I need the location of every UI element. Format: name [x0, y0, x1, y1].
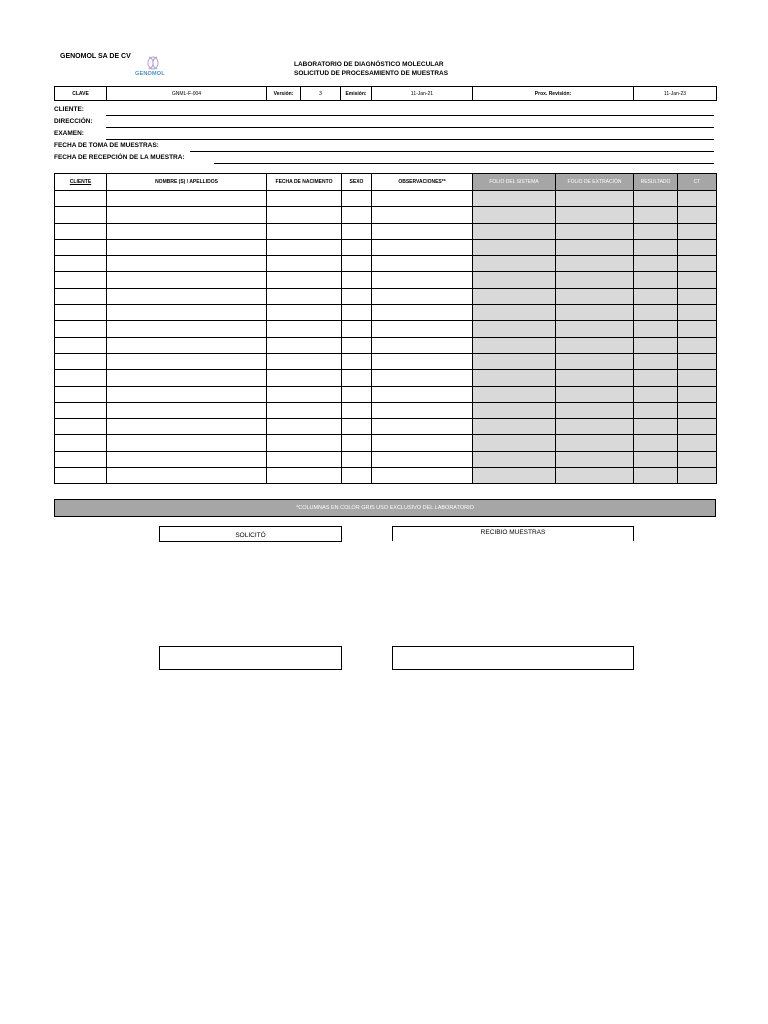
table-row: [55, 370, 717, 386]
table-cell[interactable]: [342, 321, 372, 337]
table-cell[interactable]: [55, 353, 107, 369]
cliente-line[interactable]: [106, 115, 714, 116]
table-cell[interactable]: [372, 402, 473, 418]
table-cell[interactable]: [55, 321, 107, 337]
solicito-label: SOLICITÓ: [235, 532, 266, 539]
company-name: GENOMOL SA DE CV: [60, 53, 131, 60]
table-cell[interactable]: [473, 370, 556, 386]
table-cell[interactable]: [473, 239, 556, 255]
table-cell[interactable]: [678, 288, 717, 304]
table-cell[interactable]: [267, 402, 342, 418]
table-cell[interactable]: [678, 223, 717, 239]
table-cell[interactable]: [678, 402, 717, 418]
document-info-table: [54, 86, 717, 101]
table-cell[interactable]: [107, 419, 267, 435]
table-cell[interactable]: [107, 272, 267, 288]
table-cell[interactable]: [634, 386, 678, 402]
samples-table: [54, 173, 717, 484]
table-cell[interactable]: [634, 419, 678, 435]
table-cell[interactable]: [372, 272, 473, 288]
col-header: RESULTADO: [634, 174, 678, 191]
table-cell[interactable]: [267, 256, 342, 272]
table-cell[interactable]: [107, 288, 267, 304]
table-cell[interactable]: [342, 402, 372, 418]
table-cell[interactable]: [107, 353, 267, 369]
table-cell[interactable]: [473, 191, 556, 207]
table-cell[interactable]: [372, 207, 473, 223]
table-cell[interactable]: [55, 468, 107, 484]
table-cell[interactable]: [55, 402, 107, 418]
table-row: [55, 223, 717, 239]
table-cell[interactable]: [634, 353, 678, 369]
table-row: [55, 239, 717, 255]
table-row: [55, 419, 717, 435]
table-cell[interactable]: [267, 337, 342, 353]
table-cell[interactable]: [267, 386, 342, 402]
table-cell[interactable]: [556, 402, 634, 418]
table-cell[interactable]: [556, 272, 634, 288]
table-header-row: [55, 174, 717, 191]
table-cell[interactable]: [55, 370, 107, 386]
emision-value: 11-Jan-21: [372, 87, 473, 101]
col-header: FOLIO DE EXTRACIÓN: [556, 174, 634, 191]
col-header: CLIENTE: [55, 174, 107, 191]
table-cell[interactable]: [634, 223, 678, 239]
table-cell[interactable]: [556, 239, 634, 255]
table-cell[interactable]: [634, 337, 678, 353]
table-row: [55, 451, 717, 467]
table-cell[interactable]: [634, 272, 678, 288]
table-cell[interactable]: [107, 239, 267, 255]
table-cell[interactable]: [55, 386, 107, 402]
table-cell[interactable]: [634, 191, 678, 207]
form-title: SOLICITUD DE PROCESAMIENTO DE MUESTRAS: [294, 70, 449, 77]
table-cell[interactable]: [342, 256, 372, 272]
examen-label: EXAMEN:: [54, 130, 84, 137]
col-header: SEXO: [342, 174, 372, 191]
dna-logo-icon: [134, 54, 174, 72]
table-cell[interactable]: [678, 256, 717, 272]
table-cell[interactable]: [267, 223, 342, 239]
table-cell[interactable]: [678, 272, 717, 288]
table-cell[interactable]: [678, 386, 717, 402]
table-cell[interactable]: [556, 386, 634, 402]
table-cell[interactable]: [556, 288, 634, 304]
table-cell[interactable]: [473, 321, 556, 337]
table-cell[interactable]: [372, 386, 473, 402]
table-cell[interactable]: [342, 288, 372, 304]
version-value: 3: [301, 87, 341, 101]
table-cell[interactable]: [473, 419, 556, 435]
table-cell[interactable]: [556, 305, 634, 321]
table-cell[interactable]: [372, 419, 473, 435]
table-cell[interactable]: [372, 239, 473, 255]
table-cell[interactable]: [342, 207, 372, 223]
table-cell[interactable]: [473, 305, 556, 321]
table-cell[interactable]: [634, 402, 678, 418]
revision-label: Prox. Revisión:: [473, 87, 634, 101]
table-cell[interactable]: [634, 288, 678, 304]
table-row: [55, 305, 717, 321]
logo-text: GENOMOL: [135, 71, 165, 77]
table-cell[interactable]: [372, 353, 473, 369]
solicito-box: [159, 526, 342, 542]
table-cell[interactable]: [372, 370, 473, 386]
table-cell[interactable]: [634, 207, 678, 223]
table-cell[interactable]: [556, 451, 634, 467]
table-cell[interactable]: [55, 191, 107, 207]
table-cell[interactable]: [556, 370, 634, 386]
table-cell[interactable]: [678, 419, 717, 435]
table-cell[interactable]: [342, 451, 372, 467]
table-cell[interactable]: [342, 386, 372, 402]
table-cell[interactable]: [678, 207, 717, 223]
table-cell[interactable]: [372, 223, 473, 239]
direccion-label: DIRECCIÓN:: [54, 118, 93, 125]
table-cell[interactable]: [107, 386, 267, 402]
table-cell[interactable]: [267, 305, 342, 321]
table-cell[interactable]: [473, 272, 556, 288]
clave-label: CLAVE: [55, 87, 107, 101]
table-cell[interactable]: [372, 256, 473, 272]
table-cell[interactable]: [267, 272, 342, 288]
table-cell[interactable]: [473, 256, 556, 272]
table-cell[interactable]: [634, 435, 678, 451]
fecha-toma-line[interactable]: [190, 151, 714, 152]
table-cell[interactable]: [342, 353, 372, 369]
table-cell[interactable]: [55, 305, 107, 321]
table-cell[interactable]: [678, 353, 717, 369]
revision-value: 11-Jan-23: [634, 87, 717, 101]
col-header: CT: [678, 174, 717, 191]
col-header: FOLIO DEL SISTEMA: [473, 174, 556, 191]
table-cell[interactable]: [473, 337, 556, 353]
table-cell[interactable]: [342, 337, 372, 353]
table-cell[interactable]: [107, 435, 267, 451]
table-row: [55, 386, 717, 402]
table-cell[interactable]: [55, 256, 107, 272]
table-cell[interactable]: [342, 435, 372, 451]
table-cell[interactable]: [267, 370, 342, 386]
table-cell[interactable]: [634, 256, 678, 272]
table-cell[interactable]: [107, 337, 267, 353]
table-cell[interactable]: [634, 321, 678, 337]
table-cell[interactable]: [678, 321, 717, 337]
recibio-box: [392, 526, 634, 541]
table-row: [55, 288, 717, 304]
table-cell[interactable]: [267, 353, 342, 369]
clave-value: GNML-F-004: [107, 87, 267, 101]
table-cell[interactable]: [107, 370, 267, 386]
table-cell[interactable]: [107, 191, 267, 207]
table-cell[interactable]: [556, 321, 634, 337]
recibio-label: RECIBIO MUESTRAS: [480, 529, 546, 536]
table-row: [55, 337, 717, 353]
table-cell[interactable]: [473, 451, 556, 467]
emision-label: Emisión:: [341, 87, 372, 101]
table-row: [55, 353, 717, 369]
table-cell[interactable]: [342, 419, 372, 435]
table-cell[interactable]: [55, 288, 107, 304]
table-cell[interactable]: [372, 435, 473, 451]
table-cell[interactable]: [473, 468, 556, 484]
table-row: [55, 321, 717, 337]
table-cell[interactable]: [55, 419, 107, 435]
table-cell[interactable]: [473, 386, 556, 402]
table-cell[interactable]: [556, 256, 634, 272]
table-cell[interactable]: [473, 353, 556, 369]
table-cell[interactable]: [372, 337, 473, 353]
table-cell[interactable]: [556, 468, 634, 484]
table-cell[interactable]: [55, 272, 107, 288]
table-cell[interactable]: [556, 223, 634, 239]
table-cell[interactable]: [372, 191, 473, 207]
table-cell[interactable]: [473, 223, 556, 239]
table-cell[interactable]: [342, 223, 372, 239]
table-cell[interactable]: [678, 435, 717, 451]
table-cell[interactable]: [267, 239, 342, 255]
table-cell[interactable]: [107, 468, 267, 484]
table-cell[interactable]: [372, 305, 473, 321]
table-cell[interactable]: [473, 402, 556, 418]
table-cell[interactable]: [634, 370, 678, 386]
table-row: [55, 191, 717, 207]
fecha-recepcion-line[interactable]: [214, 163, 714, 164]
table-cell[interactable]: [267, 288, 342, 304]
table-cell[interactable]: [556, 207, 634, 223]
table-row: [55, 402, 717, 418]
table-cell[interactable]: [678, 337, 717, 353]
table-cell[interactable]: [267, 451, 342, 467]
table-cell[interactable]: [372, 288, 473, 304]
table-cell[interactable]: [107, 223, 267, 239]
table-cell[interactable]: [55, 223, 107, 239]
recibio-signature-box[interactable]: [392, 646, 634, 670]
table-cell[interactable]: [267, 468, 342, 484]
table-cell[interactable]: [55, 451, 107, 467]
table-cell[interactable]: [55, 239, 107, 255]
table-cell[interactable]: [556, 419, 634, 435]
fecha-recepcion-label: FECHA DE RECEPCIÓN DE LA MUESTRA:: [54, 154, 185, 161]
table-cell[interactable]: [372, 468, 473, 484]
table-cell[interactable]: [473, 207, 556, 223]
table-cell[interactable]: [55, 435, 107, 451]
table-cell[interactable]: [107, 305, 267, 321]
table-cell[interactable]: [634, 305, 678, 321]
col-header: OBSERVACIONES**: [372, 174, 473, 191]
table-cell[interactable]: [107, 207, 267, 223]
table-cell[interactable]: [342, 305, 372, 321]
col-header: FECHA DE NACIMENTO: [267, 174, 342, 191]
table-cell[interactable]: [107, 256, 267, 272]
direccion-line[interactable]: [106, 127, 714, 128]
table-cell[interactable]: [267, 419, 342, 435]
table-cell[interactable]: [556, 337, 634, 353]
table-cell[interactable]: [342, 191, 372, 207]
table-cell[interactable]: [678, 370, 717, 386]
solicito-signature-box[interactable]: [159, 646, 342, 670]
table-cell[interactable]: [678, 305, 717, 321]
cliente-label: CLIENTE:: [54, 106, 84, 113]
table-cell[interactable]: [342, 239, 372, 255]
table-cell[interactable]: [634, 468, 678, 484]
table-cell[interactable]: [267, 207, 342, 223]
table-cell[interactable]: [342, 370, 372, 386]
table-cell[interactable]: [107, 402, 267, 418]
col-header: NOMBRE (S) / APELLIDOS: [107, 174, 267, 191]
lab-title: LABORATORIO DE DIAGNÓSTICO MOLECULAR: [294, 61, 444, 68]
table-cell[interactable]: [556, 191, 634, 207]
table-cell[interactable]: [107, 321, 267, 337]
table-cell[interactable]: [473, 288, 556, 304]
table-cell[interactable]: [107, 451, 267, 467]
table-cell[interactable]: [556, 435, 634, 451]
table-cell[interactable]: [473, 435, 556, 451]
table-cell[interactable]: [267, 435, 342, 451]
table-row: [55, 207, 717, 223]
table-cell[interactable]: [678, 451, 717, 467]
table-cell[interactable]: [55, 337, 107, 353]
table-cell[interactable]: [634, 239, 678, 255]
table-cell[interactable]: [267, 191, 342, 207]
table-row: [55, 468, 717, 484]
table-cell[interactable]: [267, 321, 342, 337]
table-cell[interactable]: [678, 239, 717, 255]
table-row: [55, 256, 717, 272]
table-row: [55, 435, 717, 451]
table-cell[interactable]: [342, 272, 372, 288]
table-cell[interactable]: [678, 468, 717, 484]
table-cell[interactable]: [634, 451, 678, 467]
table-cell[interactable]: [678, 191, 717, 207]
examen-line[interactable]: [106, 139, 714, 140]
lab-exclusive-note: *COLUMNAS EN COLOR GRIS USO EXCLUSIVO DEL LABORATORIO: [54, 499, 716, 517]
table-cell[interactable]: [556, 353, 634, 369]
table-cell[interactable]: [372, 451, 473, 467]
table-cell[interactable]: [342, 468, 372, 484]
fecha-toma-label: FECHA DE TOMA DE MUESTRAS:: [54, 142, 159, 149]
table-row: [55, 272, 717, 288]
version-label: Versión:: [267, 87, 301, 101]
table-cell[interactable]: [372, 321, 473, 337]
table-cell[interactable]: [55, 207, 107, 223]
